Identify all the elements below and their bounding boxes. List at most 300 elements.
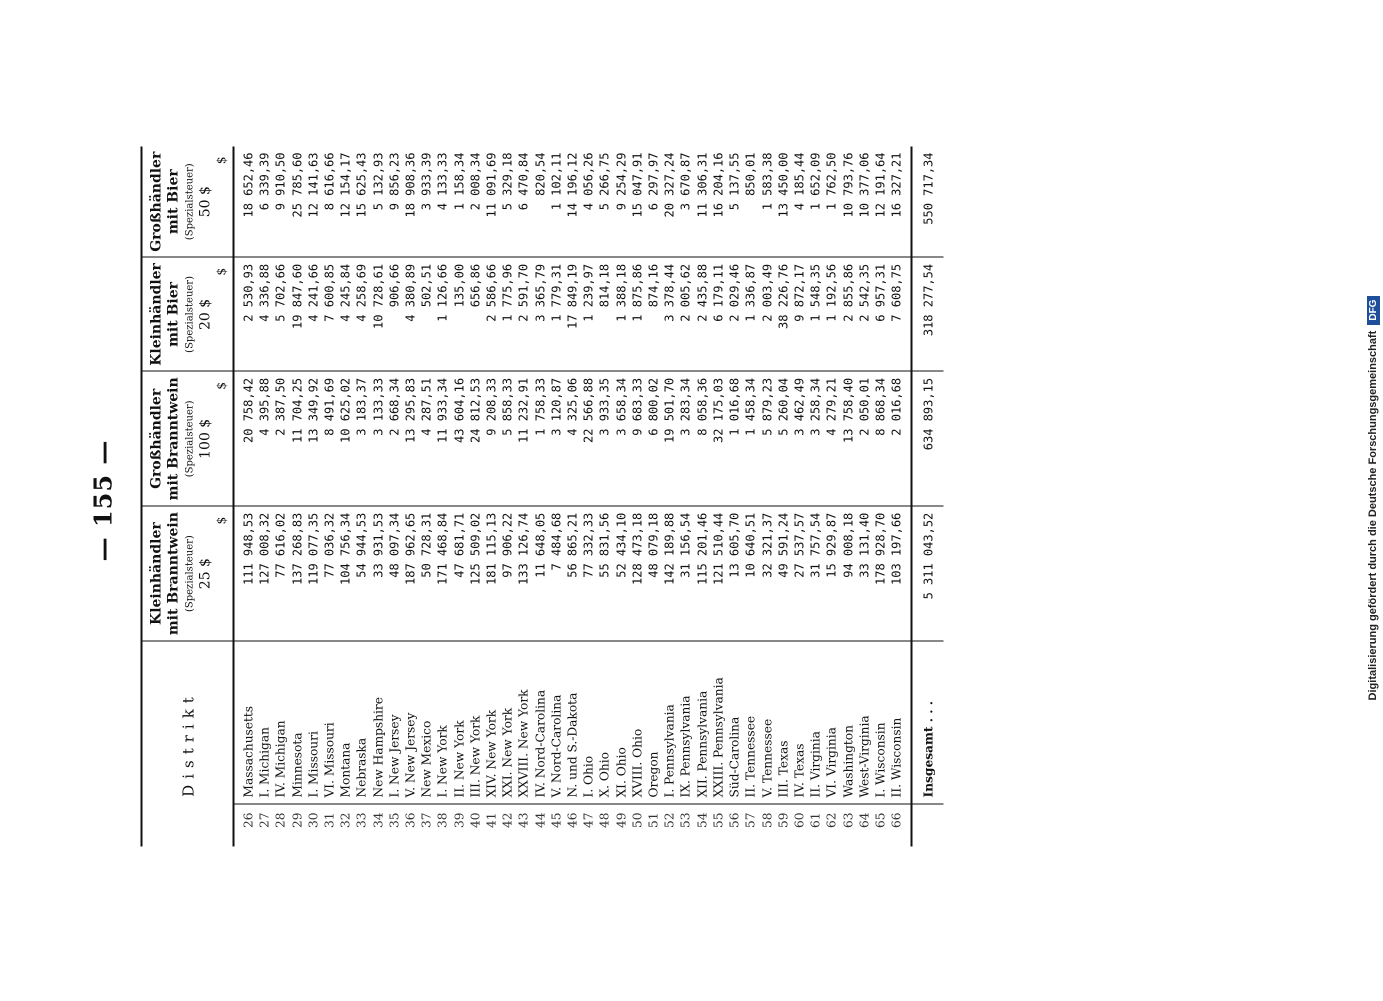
district-name: I. Wisconsin — [872, 641, 888, 804]
table-row — [386, 147, 402, 847]
cell-value: 814,18 — [597, 257, 613, 371]
cell-value: 1 239,97 — [581, 257, 597, 371]
cell-value: 49 591,24 — [775, 506, 791, 641]
row-number: 29 — [289, 804, 305, 847]
cell-value: 16 327,21 — [889, 147, 912, 258]
cell-value: 3 933,35 — [597, 371, 613, 506]
total-value: 634 893,15 — [912, 371, 943, 506]
cell-value: 12 191,64 — [872, 147, 888, 258]
cell-value: 128 473,18 — [629, 506, 645, 641]
row-number: 26 — [234, 804, 257, 847]
district-name: Oregon — [646, 641, 662, 804]
cell-value: 906,66 — [386, 257, 402, 371]
district-header: Distrikt — [142, 641, 234, 847]
row-number: 43 — [516, 804, 532, 847]
table-row — [565, 147, 581, 847]
cell-value: 4 287,51 — [419, 371, 435, 506]
cell-value: 32 321,37 — [759, 506, 775, 641]
district-name: New Hampshire — [370, 641, 386, 804]
cell-value: 3 133,33 — [370, 371, 386, 506]
district-name: I. Missouri — [305, 641, 321, 804]
table-row — [484, 147, 500, 847]
cell-value: 5 132,93 — [370, 147, 386, 258]
dfg-logo: DFG — [1367, 296, 1380, 325]
cell-value: 1 779,31 — [548, 257, 564, 371]
cell-value: 104 756,34 — [338, 506, 354, 641]
cell-value: 13 758,40 — [840, 371, 856, 506]
cell-value: 11 306,31 — [694, 147, 710, 258]
row-number: 36 — [403, 804, 419, 847]
cell-value: 2 387,50 — [273, 371, 289, 506]
cell-value: 11 232,91 — [516, 371, 532, 506]
table-row — [597, 147, 613, 847]
cell-value: 11 648,05 — [532, 506, 548, 641]
row-number: 61 — [808, 804, 824, 847]
cell-value: 1 126,66 — [435, 257, 451, 371]
cell-value: 1 758,33 — [532, 371, 548, 506]
cell-value: 12 154,17 — [338, 147, 354, 258]
cell-value: 1 458,34 — [743, 371, 759, 506]
cell-value: 142 189,88 — [662, 506, 678, 641]
cell-value: 850,01 — [743, 147, 759, 258]
district-name: III. Texas — [775, 641, 791, 804]
table-row — [727, 147, 743, 847]
cell-value: 13 295,83 — [403, 371, 419, 506]
cell-value: 15 625,43 — [354, 147, 370, 258]
table-row — [872, 147, 888, 847]
cell-value: 9 683,33 — [629, 371, 645, 506]
cell-value: 11 933,34 — [435, 371, 451, 506]
cell-value: 56 865,21 — [565, 506, 581, 641]
cell-value: 1 336,87 — [743, 257, 759, 371]
table-row — [856, 147, 872, 847]
table-row — [824, 147, 840, 847]
cell-value: 874,16 — [646, 257, 662, 371]
district-name: X. Ohio — [597, 641, 613, 804]
table-row — [840, 147, 856, 847]
cell-value: 2 029,46 — [727, 257, 743, 371]
cell-value: 820,54 — [532, 147, 548, 258]
district-name: I. Pennsylvania — [662, 641, 678, 804]
district-name: XII. Pennsylvania — [694, 641, 710, 804]
cell-value: 5 260,04 — [775, 371, 791, 506]
cell-value: 4 185,44 — [791, 147, 807, 258]
cell-value: 4 258,69 — [354, 257, 370, 371]
district-name: Massachusetts — [234, 641, 257, 804]
table-row — [775, 147, 791, 847]
district-name: II. New York — [451, 641, 467, 804]
cell-value: 2 591,70 — [516, 257, 532, 371]
total-value: 318 277,54 — [912, 257, 943, 371]
row-number: 55 — [710, 804, 726, 847]
district-name: I. Michigan — [257, 641, 273, 804]
district-name: VI. Virginia — [824, 641, 840, 804]
cell-value: 4 241,66 — [305, 257, 321, 371]
cell-value: 25 785,60 — [289, 147, 305, 258]
cell-value: 7 484,68 — [548, 506, 564, 641]
cell-value: 5 858,33 — [500, 371, 516, 506]
row-number: 27 — [257, 804, 273, 847]
cell-value: 48 079,18 — [646, 506, 662, 641]
cell-value: 3 365,79 — [532, 257, 548, 371]
cell-value: 94 008,18 — [840, 506, 856, 641]
district-name: XXVIII. New York — [516, 641, 532, 804]
table-row — [678, 147, 694, 847]
district-name: V. New Jersey — [403, 641, 419, 804]
cell-value: 1 158,34 — [451, 147, 467, 258]
cell-value: 14 196,12 — [565, 147, 581, 258]
row-number: 35 — [386, 804, 402, 847]
cell-value: 171 468,84 — [435, 506, 451, 641]
cell-value: 11 091,69 — [484, 147, 500, 258]
cell-value: 1 775,96 — [500, 257, 516, 371]
cell-value: 135,00 — [451, 257, 467, 371]
cell-value: 11 704,25 — [289, 371, 305, 506]
table-row — [646, 147, 662, 847]
district-name: XXIII. Pennsylvania — [710, 641, 726, 804]
table-row — [710, 147, 726, 847]
cell-value: 4 336,88 — [257, 257, 273, 371]
row-number: 64 — [856, 804, 872, 847]
cell-value: 77 036,32 — [322, 506, 338, 641]
cell-value: 32 175,03 — [710, 371, 726, 506]
cell-value: 2 542,35 — [856, 257, 872, 371]
cell-value: 502,51 — [419, 257, 435, 371]
cell-value: 22 566,88 — [581, 371, 597, 506]
cell-value: 181 115,13 — [484, 506, 500, 641]
cell-value: 4 325,06 — [565, 371, 581, 506]
cell-value: 3 658,34 — [613, 371, 629, 506]
district-name: II. Wisconsin — [889, 641, 912, 804]
district-name: West-Virginia — [856, 641, 872, 804]
cell-value: 7 600,85 — [322, 257, 338, 371]
row-number: 49 — [613, 804, 629, 847]
row-number: 52 — [662, 804, 678, 847]
cell-value: 8 058,36 — [694, 371, 710, 506]
district-name: Minnesota — [289, 641, 305, 804]
row-number: 62 — [824, 804, 840, 847]
row-number: 34 — [370, 804, 386, 847]
cell-value: 2 855,86 — [840, 257, 856, 371]
cell-value: 2 005,62 — [678, 257, 694, 371]
cell-value: 121 510,44 — [710, 506, 726, 641]
cell-value: 1 388,18 — [613, 257, 629, 371]
table-row — [338, 147, 354, 847]
row-number: 42 — [500, 804, 516, 847]
cell-value: 5 137,55 — [727, 147, 743, 258]
district-name: XXI. New York — [500, 641, 516, 804]
cell-value: 9 910,50 — [273, 147, 289, 258]
cell-value: 5 329,18 — [500, 147, 516, 258]
cell-value: 15 047,91 — [629, 147, 645, 258]
district-name: IV. Nord-Carolina — [532, 641, 548, 804]
table-row — [467, 147, 483, 847]
cell-value: 17 849,19 — [565, 257, 581, 371]
district-name: Washington — [840, 641, 856, 804]
cell-value: 119 077,35 — [305, 506, 321, 641]
column-header: Kleinhändler mit Bier (Spezialsteuer) 20 $ $ — [142, 257, 234, 371]
cell-value: 3 670,87 — [678, 147, 694, 258]
cell-value: 77 616,02 — [273, 506, 289, 641]
cell-value: 8 868,34 — [872, 371, 888, 506]
district-name: V. Nord-Carolina — [548, 641, 564, 804]
cell-value: 2 050,01 — [856, 371, 872, 506]
cell-value: 13 349,92 — [305, 371, 321, 506]
row-number: 57 — [743, 804, 759, 847]
row-number: 59 — [775, 804, 791, 847]
district-name: IV. Michigan — [273, 641, 289, 804]
table-row — [322, 147, 338, 847]
row-number: 30 — [305, 804, 321, 847]
row-number: 65 — [872, 804, 888, 847]
district-name: I. New York — [435, 641, 451, 804]
cell-value: 18 652,46 — [234, 147, 257, 258]
cell-value: 103 197,66 — [889, 506, 912, 641]
cell-value: 27 537,57 — [791, 506, 807, 641]
district-name: VI. Missouri — [322, 641, 338, 804]
cell-value: 2 016,68 — [889, 371, 912, 506]
cell-value: 8 491,69 — [322, 371, 338, 506]
cell-value: 10 728,61 — [370, 257, 386, 371]
cell-value: 3 183,37 — [354, 371, 370, 506]
district-name: Nebraska — [354, 641, 370, 804]
cell-value: 3 283,34 — [678, 371, 694, 506]
district-name: III. New York — [467, 641, 483, 804]
cell-value: 1 192,56 — [824, 257, 840, 371]
cell-value: 47 681,71 — [451, 506, 467, 641]
cell-value: 4 279,21 — [824, 371, 840, 506]
rotated-page — [1, 1, 1383, 1001]
row-number: 33 — [354, 804, 370, 847]
tax-table — [141, 147, 944, 847]
row-number: 48 — [597, 804, 613, 847]
cell-value: 1 548,35 — [808, 257, 824, 371]
district-name: I. New Jersey — [386, 641, 402, 804]
cell-value: 1 875,86 — [629, 257, 645, 371]
row-number: 44 — [532, 804, 548, 847]
district-name: V. Tennessee — [759, 641, 775, 804]
row-number: 60 — [791, 804, 807, 847]
cell-value: 19 501,70 — [662, 371, 678, 506]
cell-value: 6 339,39 — [257, 147, 273, 258]
cell-value: 656,86 — [467, 257, 483, 371]
table-row — [273, 147, 289, 847]
table-row — [662, 147, 678, 847]
table-row — [419, 147, 435, 847]
cell-value: 2 530,93 — [234, 257, 257, 371]
cell-value: 2 435,88 — [694, 257, 710, 371]
cell-value: 24 812,53 — [467, 371, 483, 506]
table-row — [532, 147, 548, 847]
cell-value: 187 962,65 — [403, 506, 419, 641]
table-row — [694, 147, 710, 847]
table-row — [500, 147, 516, 847]
cell-value: 1 652,09 — [808, 147, 824, 258]
row-number: 50 — [629, 804, 645, 847]
cell-value: 9 254,29 — [613, 147, 629, 258]
row-number: 66 — [889, 804, 912, 847]
cell-value: 8 616,66 — [322, 147, 338, 258]
cell-value: 43 604,16 — [451, 371, 467, 506]
cell-value: 13 450,00 — [775, 147, 791, 258]
cell-value: 125 509,02 — [467, 506, 483, 641]
cell-value: 5 702,66 — [273, 257, 289, 371]
row-number: 32 — [338, 804, 354, 847]
cell-value: 3 120,87 — [548, 371, 564, 506]
total-label: Insgesamt . . . — [912, 641, 943, 804]
row-number: 51 — [646, 804, 662, 847]
cell-value: 13 605,70 — [727, 506, 743, 641]
cell-value: 19 847,60 — [289, 257, 305, 371]
cell-value: 97 906,22 — [500, 506, 516, 641]
cell-value: 9 208,33 — [484, 371, 500, 506]
cell-value: 6 179,11 — [710, 257, 726, 371]
district-name: XVIII. Ohio — [629, 641, 645, 804]
table-row — [403, 147, 419, 847]
cell-value: 55 831,56 — [597, 506, 613, 641]
digitization-note: Digitalisierung gefördert durch die Deutsche Forschungsgemeinschaft — [1367, 331, 1379, 701]
total-value: 550 717,34 — [912, 147, 943, 258]
column-header: Großhändler mit Bier (Spezialsteuer) 50 $ $ — [142, 147, 234, 258]
table-row — [889, 147, 912, 847]
table-row — [289, 147, 305, 847]
row-number: 38 — [435, 804, 451, 847]
total-row — [912, 147, 943, 847]
table-row — [451, 147, 467, 847]
cell-value: 1 016,68 — [727, 371, 743, 506]
district-name: Süd-Carolina — [727, 641, 743, 804]
district-name: II. Virginia — [808, 641, 824, 804]
cell-value: 5 266,75 — [597, 147, 613, 258]
cell-value: 5 879,23 — [759, 371, 775, 506]
district-name: N. und S.-Dakota — [565, 641, 581, 804]
table-row — [759, 147, 775, 847]
cell-value: 1 583,38 — [759, 147, 775, 258]
cell-value: 3 933,39 — [419, 147, 435, 258]
cell-value: 1 102,11 — [548, 147, 564, 258]
table-row — [516, 147, 532, 847]
cell-value: 2 668,34 — [386, 371, 402, 506]
table-row — [548, 147, 564, 847]
table-row — [743, 147, 759, 847]
column-header: Kleinhändler mit Branntwein (Spezialsteuer) 25 $ $ — [142, 506, 234, 641]
table-row — [629, 147, 645, 847]
cell-value: 33 131,40 — [856, 506, 872, 641]
table-row — [234, 147, 257, 847]
cell-value: 48 097,34 — [386, 506, 402, 641]
cell-value: 52 434,10 — [613, 506, 629, 641]
row-number: 28 — [273, 804, 289, 847]
cell-value: 9 856,23 — [386, 147, 402, 258]
cell-value: 10 377,06 — [856, 147, 872, 258]
cell-value: 3 378,44 — [662, 257, 678, 371]
cell-value: 38 226,76 — [775, 257, 791, 371]
cell-value: 6 470,84 — [516, 147, 532, 258]
cell-value: 18 908,36 — [403, 147, 419, 258]
cell-value: 6 297,97 — [646, 147, 662, 258]
table-header-row — [142, 147, 234, 847]
cell-value: 20 327,24 — [662, 147, 678, 258]
cell-value: 10 625,02 — [338, 371, 354, 506]
cell-value: 33 931,53 — [370, 506, 386, 641]
cell-value: 54 944,53 — [354, 506, 370, 641]
table-row — [257, 147, 273, 847]
cell-value: 7 608,75 — [889, 257, 912, 371]
cell-value: 10 640,51 — [743, 506, 759, 641]
cell-value: 12 141,63 — [305, 147, 321, 258]
cell-value: 31 156,54 — [678, 506, 694, 641]
cell-value: 2 586,66 — [484, 257, 500, 371]
row-number: 39 — [451, 804, 467, 847]
table-row — [808, 147, 824, 847]
table-row — [305, 147, 321, 847]
cell-value: 115 201,46 — [694, 506, 710, 641]
cell-value: 133 126,74 — [516, 506, 532, 641]
table-row — [354, 147, 370, 847]
cell-value: 16 204,16 — [710, 147, 726, 258]
table-row — [370, 147, 386, 847]
cell-value: 6 957,31 — [872, 257, 888, 371]
cell-value: 137 268,83 — [289, 506, 305, 641]
district-name: XI. Ohio — [613, 641, 629, 804]
row-number: 37 — [419, 804, 435, 847]
cell-value: 4 056,26 — [581, 147, 597, 258]
cell-value: 3 462,49 — [791, 371, 807, 506]
table-row — [791, 147, 807, 847]
table-body — [234, 147, 912, 847]
cell-value: 15 929,87 — [824, 506, 840, 641]
district-name: Montana — [338, 641, 354, 804]
table-row — [613, 147, 629, 847]
district-name: I. Ohio — [581, 641, 597, 804]
cell-value: 4 133,33 — [435, 147, 451, 258]
cell-value: 127 008,32 — [257, 506, 273, 641]
table-row — [435, 147, 451, 847]
cell-value: 4 245,84 — [338, 257, 354, 371]
row-number: 41 — [484, 804, 500, 847]
cell-value: 50 728,31 — [419, 506, 435, 641]
cell-value: 4 380,89 — [403, 257, 419, 371]
cell-value: 4 395,88 — [257, 371, 273, 506]
district-name: XIV. New York — [484, 641, 500, 804]
cell-value: 2 003,49 — [759, 257, 775, 371]
cell-value: 31 757,54 — [808, 506, 824, 641]
row-number: 58 — [759, 804, 775, 847]
row-number: 40 — [467, 804, 483, 847]
row-number: 31 — [322, 804, 338, 847]
cell-value: 2 008,34 — [467, 147, 483, 258]
cell-value: 3 258,34 — [808, 371, 824, 506]
row-number: 54 — [694, 804, 710, 847]
cell-value: 20 758,42 — [234, 371, 257, 506]
page-number: — 155 — — [89, 1, 118, 1001]
table-row — [581, 147, 597, 847]
district-name: IX. Pennsylvania — [678, 641, 694, 804]
district-name: IV. Texas — [791, 641, 807, 804]
district-name: II. Tennessee — [743, 641, 759, 804]
row-number: 46 — [565, 804, 581, 847]
row-number: 53 — [678, 804, 694, 847]
total-value: 5 311 043,52 — [912, 506, 943, 641]
cell-value: 111 948,53 — [234, 506, 257, 641]
cell-value: 10 793,76 — [840, 147, 856, 258]
district-name: New Mexico — [419, 641, 435, 804]
cell-value: 178 928,70 — [872, 506, 888, 641]
cell-value: 77 332,33 — [581, 506, 597, 641]
row-number: 63 — [840, 804, 856, 847]
cell-value: 1 762,50 — [824, 147, 840, 258]
cell-value: 9 872,17 — [791, 257, 807, 371]
